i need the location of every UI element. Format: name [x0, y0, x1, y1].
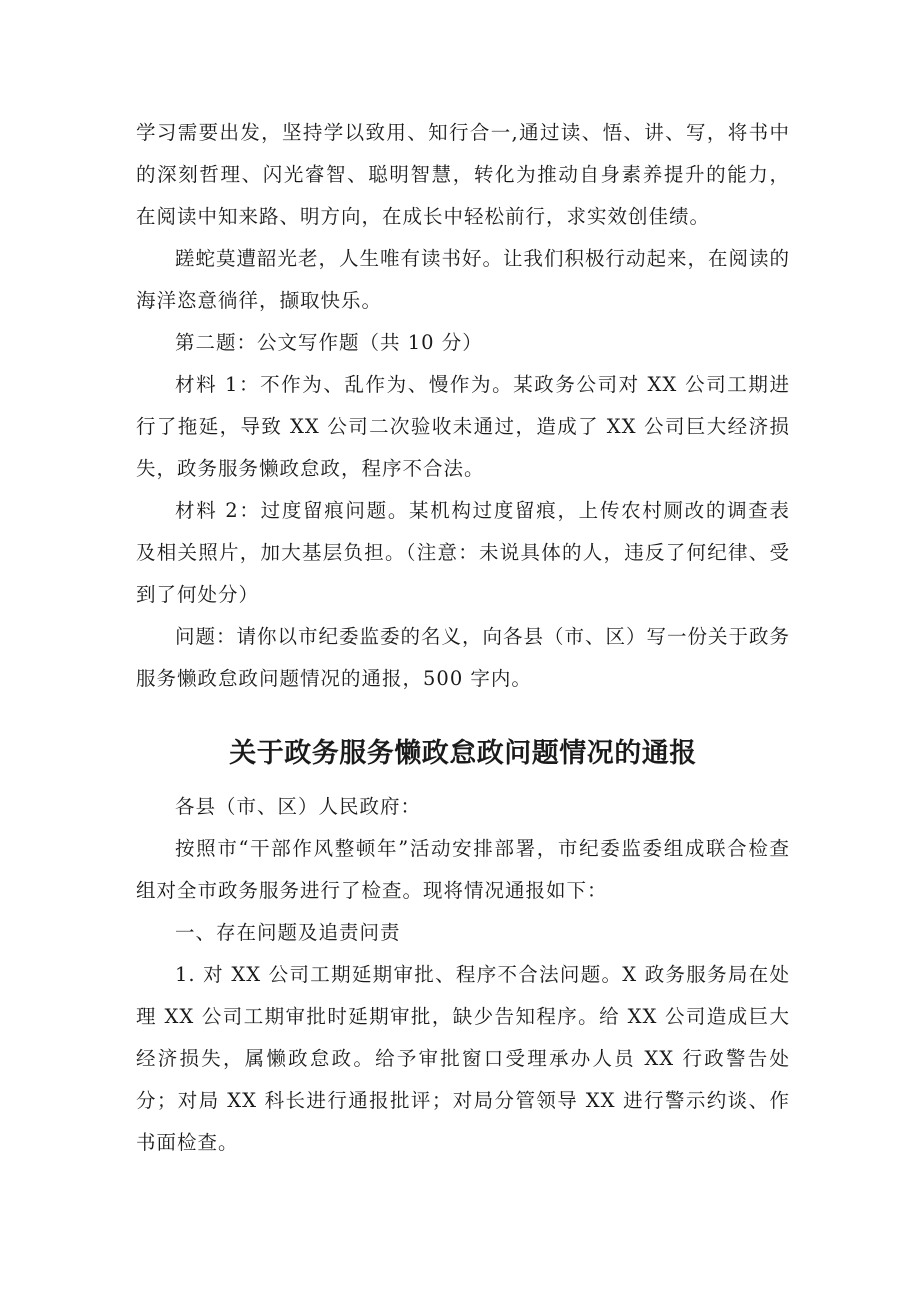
paragraph-reading-conclusion: 学习需要出发，坚持学以致用、知行合一,通过读、悟、讲、写，将书中的深刻哲理、闪光睿智、聪明智慧，转化为推动自身素养提升的能力，在阅读中知来路、明方向，在成长中轻松前行，求实效创佳绩。 — [136, 121, 790, 228]
question-prompt: 问题：请你以市纪委监委的名义，向各县（市、区）写一份关于政务服务懒政怠政问题情况的通报，500 字内。 — [136, 625, 791, 690]
notice-addressee: 各县（市、区）人民政府： — [175, 795, 422, 818]
material-one: 材料 1：不作为、乱作为、慢作为。某政务公司对 XX 公司工期进行了拖延，导致 XX 公司二次验收未通过，造成了 XX 公司巨大经济损失，政务服务懒政怠政，程序不合法。 — [136, 373, 790, 480]
question-two-heading: 第二题：公文写作题（共 10 分） — [175, 331, 483, 354]
notice-title: 关于政务服务懒政怠政问题情况的通报 — [229, 738, 697, 769]
section-heading-problems: 一、存在问题及追责问责 — [175, 921, 401, 944]
issue-item-1: 1. 对 XX 公司工期延期审批、程序不合法问题。X 政务服务局在处理 XX 公司工期审批时延期审批，缺少告知程序。给 XX 公司造成巨大经济损失，属懒政怠政。给予审批窗口受理承办人员 XX 行政警告处分；对局 XX 科长进行通报批评；对局分管领导 XX 进行警示约谈、作书面检查。 — [136, 963, 790, 1154]
paragraph-closing-quote: 蹉蛇莫遭韶光老，人生唯有读书好。让我们积极行动起来，在阅读的海洋恣意徜徉，撷取快乐。 — [136, 247, 791, 312]
notice-intro: 按照市“干部作风整顿年”活动安排部署，市纪委监委组成联合检查组对全市政务服务进行了检查。现将情况通报如下： — [136, 837, 790, 902]
material-two: 材料 2：过度留痕问题。某机构过度留痕，上传农村厕改的调查表及相关照片，加大基层负担。（注意：未说具体的人，违反了何纪律、受到了何处分） — [136, 499, 790, 606]
